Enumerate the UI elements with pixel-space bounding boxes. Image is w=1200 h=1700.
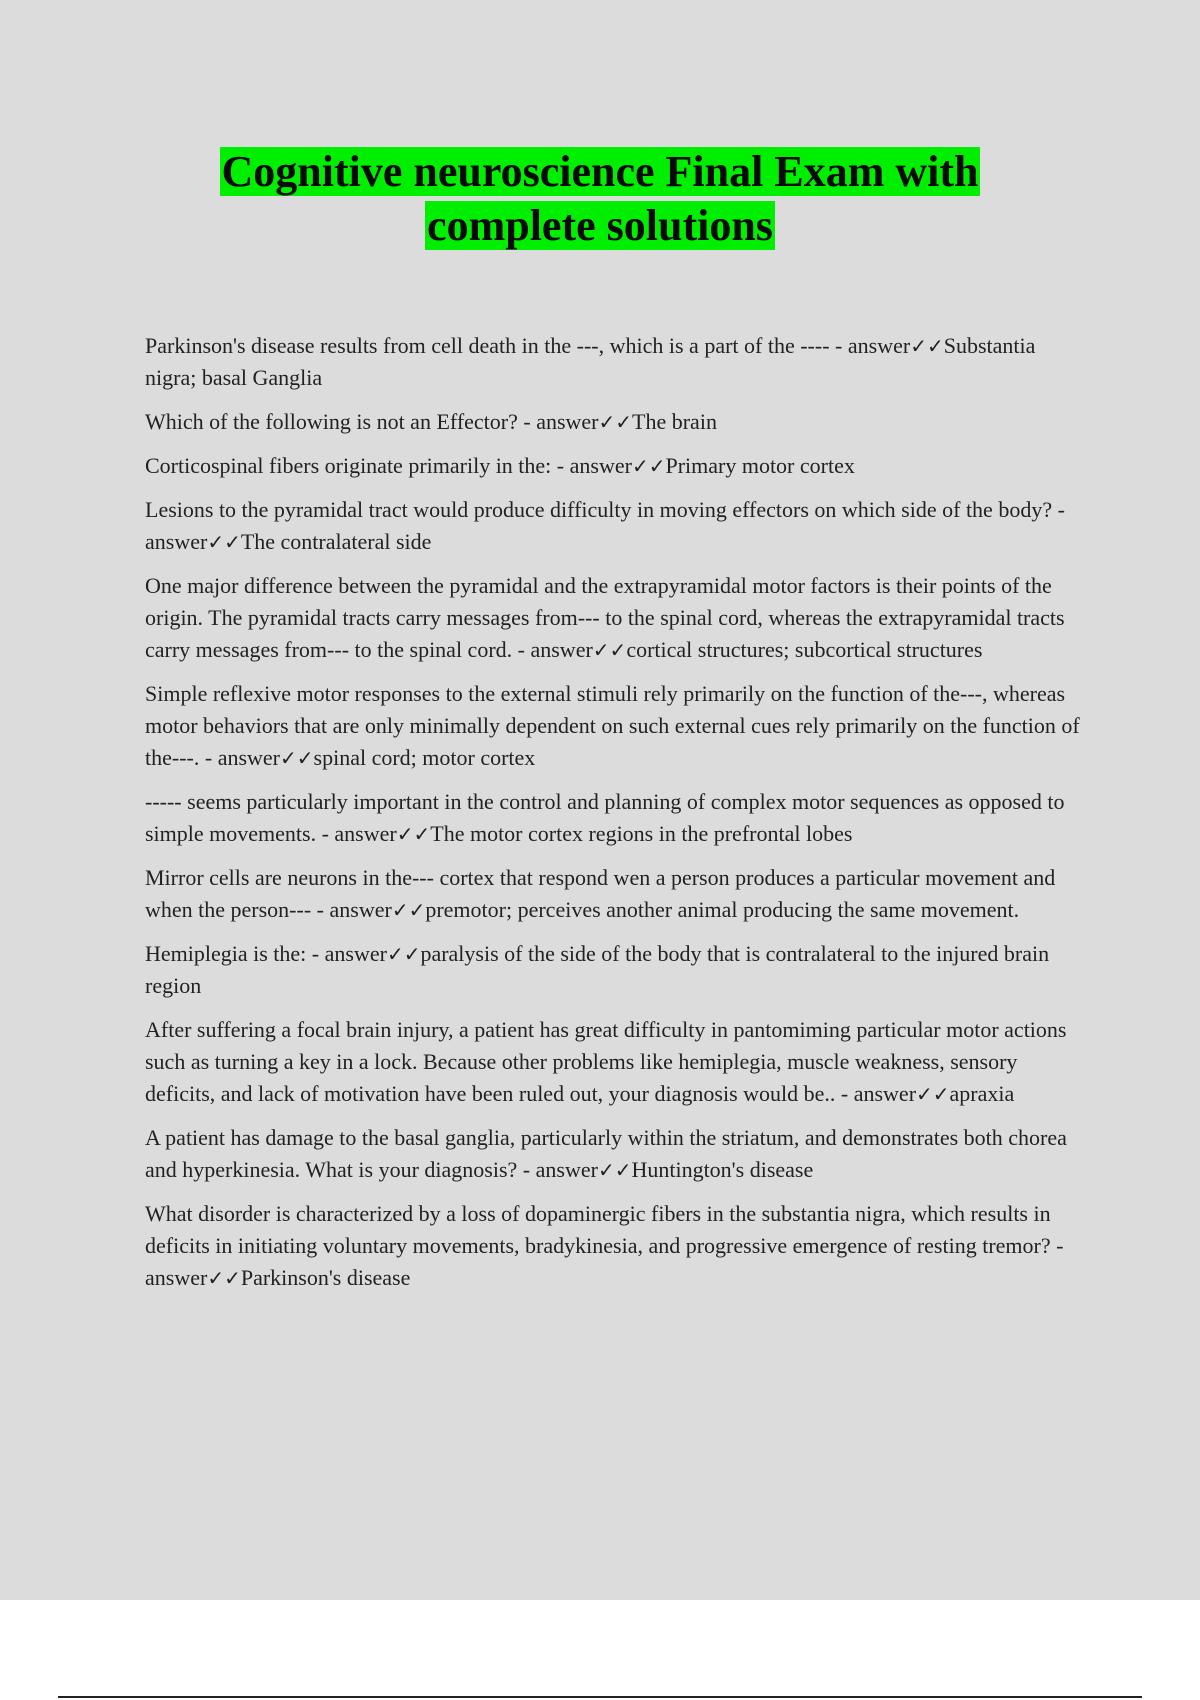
answer-text: paralysis of the side of the body that is contralateral to the injured brain region [145,941,1050,998]
answer-text: Huntington's disease [631,1157,814,1182]
check-marks-icon: ✓✓ [910,334,944,358]
qa-item [145,1122,1090,1186]
check-marks-icon: ✓✓ [207,1266,241,1290]
check-marks-icon: ✓✓ [592,638,627,662]
question-text: ----- seems particularly important in the control and planning of complex motor sequences as opposed to simple movements. - [145,789,1065,846]
question-text: What disorder is characterized by a loss of dopaminergic fibers in the substantia nigra, which results in deficits in initiating voluntary movements, bradykinesia, and progressive emergence of resting tremor? - [145,1201,1064,1258]
answer-label: answer [853,1081,917,1106]
check-marks-icon: ✓✓ [631,454,666,478]
answer-text: The motor cortex regions in the prefrontal lobes [430,821,853,846]
answer-text: Substantia nigra; basal Ganglia [145,333,1036,390]
question-text: Lesions to the pyramidal tract would produce difficulty in moving effectors on which side of the body? - [145,497,1065,522]
check-marks-icon: ✓✓ [916,1082,950,1106]
qa-item [145,1014,1090,1110]
check-marks-icon: ✓✓ [280,746,314,770]
answer-text: apraxia [949,1081,1015,1106]
answer-label: answer [569,453,632,478]
check-marks-icon: ✓✓ [396,822,431,846]
question-text: A patient has damage to the basal ganglia, particularly within the striatum, and demonstrates both chorea and hyperkinesia. What is your diagnosis? - [145,1125,1067,1182]
qa-item [145,450,1090,482]
answer-label: answer [324,941,387,966]
question-text: Hemiplegia is the: - [145,941,325,966]
answer-text: Primary motor cortex [665,453,855,478]
document-title [0,145,1200,253]
answer-label: answer [329,897,392,922]
qa-item [145,570,1090,666]
check-marks-icon: ✓✓ [597,1158,632,1182]
answer-text: spinal cord; motor cortex [313,745,536,770]
title-line-1: Cognitive neuroscience Final Exam with [221,147,979,196]
answer-text: Parkinson's disease [240,1265,411,1290]
answer-label: answer [145,529,208,554]
qa-item [145,786,1090,850]
check-marks-icon: ✓✓ [207,530,241,554]
qa-item [145,1198,1090,1294]
qa-item [145,494,1090,558]
answer-label: answer [847,333,911,358]
qa-item [145,330,1090,394]
check-marks-icon: ✓✓ [598,410,633,434]
check-marks-icon: ✓✓ [391,898,426,922]
title-line-2: complete solutions [427,201,773,250]
check-marks-icon: ✓✓ [386,942,421,966]
answer-label: answer [145,1265,208,1290]
answer-label: answer [217,745,280,770]
answer-text: cortical structures; subcortical structures [626,637,983,662]
question-text: Corticospinal fibers originate primarily in the: - [145,453,570,478]
question-text: After suffering a focal brain injury, a patient has great difficulty in pantomiming particular motor actions such as turning a key in a lock. Because other problems like hemiplegia, muscle weakness, sensory deficits, and lack of motivation have been ruled out, your diagnosis would be.. - [145,1017,1067,1106]
question-text: Mirror cells are neurons in the--- cortex that respond wen a person produces a particular movement and when the person--- - [145,865,1056,922]
question-text: Simple reflexive motor responses to the external stimuli rely primarily on the function of the---, whereas motor behaviors that are only minimally dependent on such external cues rely primarily on the function of the---. - [145,681,1080,770]
question-text: Which of the following is not an Effector? - [145,409,537,434]
bottom-divider [58,1696,1142,1698]
qa-item [145,678,1090,774]
answer-label: answer [535,1157,598,1182]
answer-label: answer [530,637,593,662]
qa-item [145,862,1090,926]
question-text: One major difference between the pyramidal and the extrapyramidal motor factors is their points of the origin. The pyramidal tracts carry messages from--- to the spinal cord, whereas the extrapyramidal tracts carry messages from--- to the spinal cord. - [145,573,1065,662]
question-text: Parkinson's disease results from cell death in the ---, which is a part of the ---- - [145,333,848,358]
answer-text: premotor; perceives another animal producing the same movement. [425,897,1020,922]
qa-list [145,330,1090,1306]
qa-item [145,406,1090,438]
answer-text: The brain [632,409,717,434]
answer-label: answer [536,409,599,434]
qa-item [145,938,1090,1002]
answer-label: answer [334,821,397,846]
answer-text: The contralateral side [240,529,432,554]
